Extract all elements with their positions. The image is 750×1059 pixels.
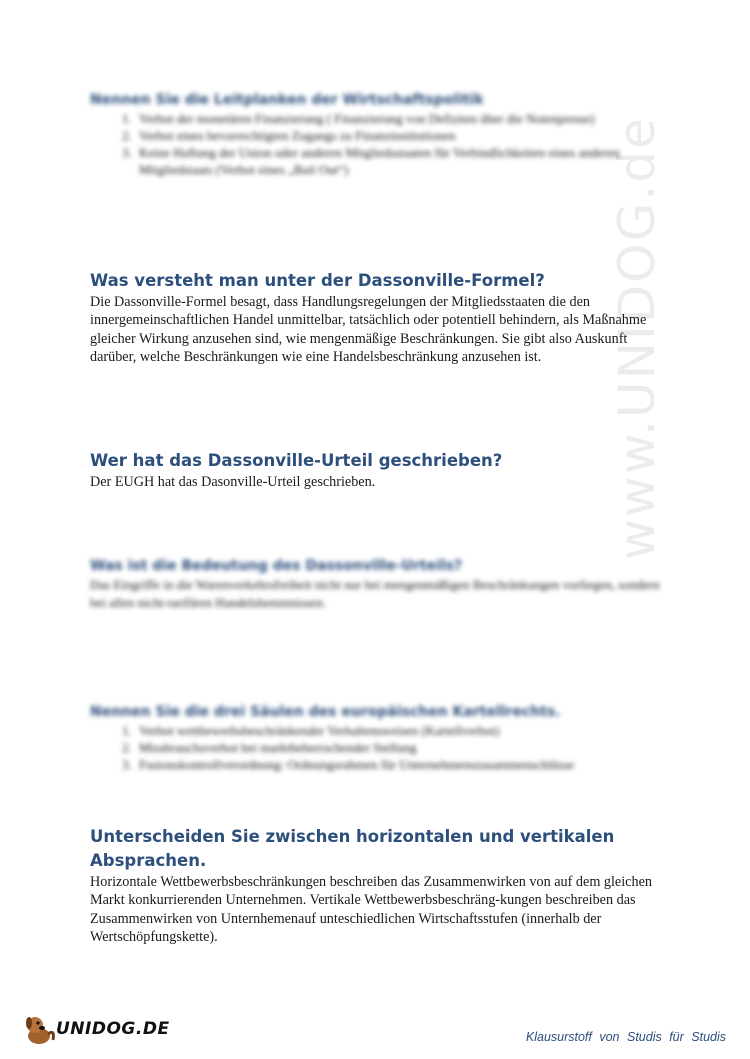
- list-item: 2. Missbrauchsverbot bei marktbeherrschender Stellung: [135, 739, 665, 756]
- list-item: 1. Verbot der monetären Finanzierung ( Finanzierung von Defiziten über die Notenpresse): [135, 110, 665, 127]
- section-bedeutung: [90, 556, 665, 612]
- list-item: 1. Verbot wettbewerbsbeschränkender Verhaltensweisen (Kartellverbot): [135, 722, 665, 739]
- section-body: Die Dassonville-Formel besagt, dass Handlungsregelungen der Mitgliedsstaaten die den innergemeinschaftlichen Handel unmittelbar, tatsächlich oder potentiell behindern, als Maßnahme gleicher Wirkung anzusehen sind, wie mengenmäßige Beschränkungen. Sie gibt also Auskunft darüber, welche Beschränkungen wie eine Handelsbeschränkung anzusehen ist.: [90, 294, 647, 366]
- section-heading: Nennen Sie die Leitplanken der Wirtschaftspolitik: [90, 92, 484, 108]
- section-dassonville-formel: [90, 269, 665, 367]
- unidog-logo: [22, 1012, 170, 1048]
- logo-text: UNIDOG.DE: [56, 1019, 170, 1039]
- section-heading: Wer hat das Dassonville-Urteil geschrieben?: [90, 451, 503, 470]
- section-leitplanken: [90, 90, 665, 178]
- list-item: 3. Keine Haftung der Union oder anderen Mitgliedsstaaten für Verbindlichkeiten eines anderen Mitgliedstaats (Verbot eines „Bail Out“): [135, 144, 665, 178]
- section-body: Das Eingriffe in die Warenverkehrsfreiheit nicht nur bei mengenmäßigen Beschränkungen vorliegen, sondern bei allen nicht-tarifären Handelshemmnissen.: [90, 577, 660, 610]
- section-heading: Unterscheiden Sie zwischen horizontalen und vertikalen Absprachen.: [90, 827, 615, 870]
- footer-tagline: Klausurstoff von Studis für Studis: [525, 1030, 726, 1044]
- numbered-list: [90, 110, 665, 178]
- section-heading: Was versteht man unter der Dassonville-Formel?: [90, 271, 545, 290]
- watermark: www.UNIDOG.de: [608, 116, 666, 560]
- section-body: Der EUGH hat das Dasonville-Urteil geschrieben.: [90, 474, 376, 490]
- section-dassonville-urteil: [90, 449, 665, 491]
- section-kartellrecht: [90, 702, 665, 773]
- section-body: Horizontale Wettbewerbsbeschränkungen beschreiben das Zusammenwirken von auf dem gleichen Markt konkurrierenden Unternehmen. Vertikale Wettbewerbsbeschräng-kungen beschreiben das Zusammenwirken von Unternhemenauf unteschiedlichen Wirtschaftsstufen (innerhalb der Wertschöpfungskette).: [90, 874, 652, 946]
- section-heading: Was ist die Bedeutung des Dassonville-Urteils?: [90, 558, 463, 574]
- dog-mascot-icon: [22, 1012, 58, 1048]
- section-absprachen: [90, 825, 665, 947]
- list-item: 3. Fusionskontrollverordnung: Ordnungsrahmen für Unternehmenszusammenschlüsse: [135, 756, 665, 773]
- list-item: 2. Verbot eines bevorrechtigten Zugangs zu Finanzinstitutionen: [135, 127, 665, 144]
- section-heading: Nennen Sie die drei Säulen des europäischen Kartellrechts.: [90, 704, 561, 720]
- numbered-list: [90, 722, 665, 773]
